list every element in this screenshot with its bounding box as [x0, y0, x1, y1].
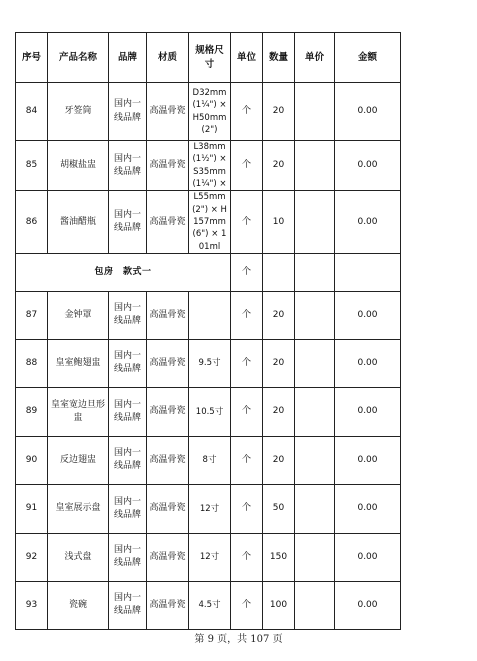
cell-unit: 个 — [231, 191, 263, 254]
cell-price — [295, 581, 335, 629]
cell-size: 4.5寸 — [189, 581, 231, 629]
cell-amount: 0.00 — [335, 484, 401, 533]
cell-price — [295, 83, 335, 141]
cell-no: 86 — [16, 191, 48, 254]
header-material: 材质 — [147, 33, 189, 83]
cell-unit: 个 — [231, 533, 263, 581]
cell-unit: 个 — [231, 141, 263, 191]
cell-name: 浅式盘 — [48, 533, 109, 581]
cell-amount: 0.00 — [335, 291, 401, 339]
cell-size: 12寸 — [189, 533, 231, 581]
header-unit: 单位 — [231, 33, 263, 83]
cell-material: 高温骨瓷 — [147, 339, 189, 387]
cell-size — [189, 291, 231, 339]
cell-size: 9.5寸 — [189, 339, 231, 387]
cell-qty: 20 — [263, 387, 295, 436]
cell-name: 瓷碗 — [48, 581, 109, 629]
cell-material: 高温骨瓷 — [147, 291, 189, 339]
product-price-table — [15, 32, 401, 630]
cell-material: 高温骨瓷 — [147, 533, 189, 581]
cell-material: 高温骨瓷 — [147, 191, 189, 254]
cell-price — [295, 191, 335, 254]
cell-qty: 50 — [263, 484, 295, 533]
table-row — [16, 436, 401, 484]
cell-brand: 国内一线品牌 — [109, 484, 147, 533]
cell-no: 90 — [16, 436, 48, 484]
table-row — [16, 83, 401, 141]
cell-material: 高温骨瓷 — [147, 141, 189, 191]
cell-unit: 个 — [231, 387, 263, 436]
cell-unit: 个 — [231, 581, 263, 629]
cell-size: L38mm (1½") × S35mm (1¼") × — [189, 141, 231, 191]
cell-no: 88 — [16, 339, 48, 387]
header-price: 单价 — [295, 33, 335, 83]
cell-name: 酱油醋瓶 — [48, 191, 109, 254]
table-row — [16, 191, 401, 254]
cell-material: 高温骨瓷 — [147, 387, 189, 436]
cell-no: 85 — [16, 141, 48, 191]
cell-no: 84 — [16, 83, 48, 141]
cell-amount: 0.00 — [335, 581, 401, 629]
table-header-row — [16, 33, 401, 83]
cell-name: 皇室展示盘 — [48, 484, 109, 533]
cell-qty: 20 — [263, 436, 295, 484]
cell-size: 10.5寸 — [189, 387, 231, 436]
cell-material: 高温骨瓷 — [147, 484, 189, 533]
cell-material: 高温骨瓷 — [147, 581, 189, 629]
cell-name: 皇室宽边旦形盅 — [48, 387, 109, 436]
header-product-name: 产品名称 — [48, 33, 109, 83]
cell-brand: 国内一线品牌 — [109, 387, 147, 436]
cell-amount: 0.00 — [335, 533, 401, 581]
cell-no: 93 — [16, 581, 48, 629]
cell-qty: 20 — [263, 339, 295, 387]
cell-price — [295, 387, 335, 436]
cell-amount: 0.00 — [335, 83, 401, 141]
cell-price — [295, 253, 335, 291]
cell-brand: 国内一线品牌 — [109, 339, 147, 387]
cell-material: 高温骨瓷 — [147, 436, 189, 484]
cell-unit: 个 — [231, 83, 263, 141]
cell-size: D32mm (1¼") × H50mm (2") — [189, 83, 231, 141]
cell-size: L55mm (2") × H157mm (6") × 101ml — [189, 191, 231, 254]
header-size: 规格尺寸 — [189, 33, 231, 83]
cell-qty: 150 — [263, 533, 295, 581]
cell-price — [295, 291, 335, 339]
cell-name: 牙签筒 — [48, 83, 109, 141]
cell-brand: 国内一线品牌 — [109, 83, 147, 141]
cell-material: 高温骨瓷 — [147, 83, 189, 141]
cell-qty: 20 — [263, 141, 295, 191]
cell-price — [295, 484, 335, 533]
cell-unit: 个 — [231, 339, 263, 387]
cell-unit: 个 — [231, 484, 263, 533]
section-label: 包房 款式一 — [16, 253, 231, 291]
header-qty: 数量 — [263, 33, 295, 83]
cell-qty: 100 — [263, 581, 295, 629]
table-row — [16, 387, 401, 436]
cell-price — [295, 141, 335, 191]
cell-amount: 0.00 — [335, 191, 401, 254]
cell-amount — [335, 253, 401, 291]
cell-size: 12寸 — [189, 484, 231, 533]
cell-brand: 国内一线品牌 — [109, 191, 147, 254]
table-row — [16, 339, 401, 387]
cell-no: 91 — [16, 484, 48, 533]
cell-unit: 个 — [231, 291, 263, 339]
table-row — [16, 291, 401, 339]
table-row — [16, 484, 401, 533]
cell-qty — [263, 253, 295, 291]
cell-name: 金钟罩 — [48, 291, 109, 339]
cell-no: 89 — [16, 387, 48, 436]
cell-brand: 国内一线品牌 — [109, 533, 147, 581]
cell-name: 皇室鲍翅盅 — [48, 339, 109, 387]
header-brand: 品牌 — [109, 33, 147, 83]
section-row — [16, 253, 401, 291]
cell-amount: 0.00 — [335, 141, 401, 191]
cell-unit: 个 — [231, 436, 263, 484]
cell-brand: 国内一线品牌 — [109, 291, 147, 339]
cell-unit: 个 — [231, 253, 263, 291]
page-footer: 第 9 页，共 107 页 — [194, 634, 283, 645]
cell-qty: 20 — [263, 83, 295, 141]
cell-price — [295, 339, 335, 387]
cell-name: 胡椒盐盅 — [48, 141, 109, 191]
cell-amount: 0.00 — [335, 339, 401, 387]
cell-no: 92 — [16, 533, 48, 581]
table-row — [16, 581, 401, 629]
cell-brand: 国内一线品牌 — [109, 436, 147, 484]
cell-price — [295, 533, 335, 581]
cell-brand: 国内一线品牌 — [109, 141, 147, 191]
table-row — [16, 533, 401, 581]
table-row — [16, 141, 401, 191]
cell-size: 8寸 — [189, 436, 231, 484]
cell-name: 反边翅盅 — [48, 436, 109, 484]
header-amount: 金额 — [335, 33, 401, 83]
cell-no: 87 — [16, 291, 48, 339]
cell-price — [295, 436, 335, 484]
cell-qty: 20 — [263, 291, 295, 339]
cell-amount: 0.00 — [335, 436, 401, 484]
cell-amount: 0.00 — [335, 387, 401, 436]
header-no: 序号 — [16, 33, 48, 83]
cell-brand: 国内一线品牌 — [109, 581, 147, 629]
cell-qty: 10 — [263, 191, 295, 254]
